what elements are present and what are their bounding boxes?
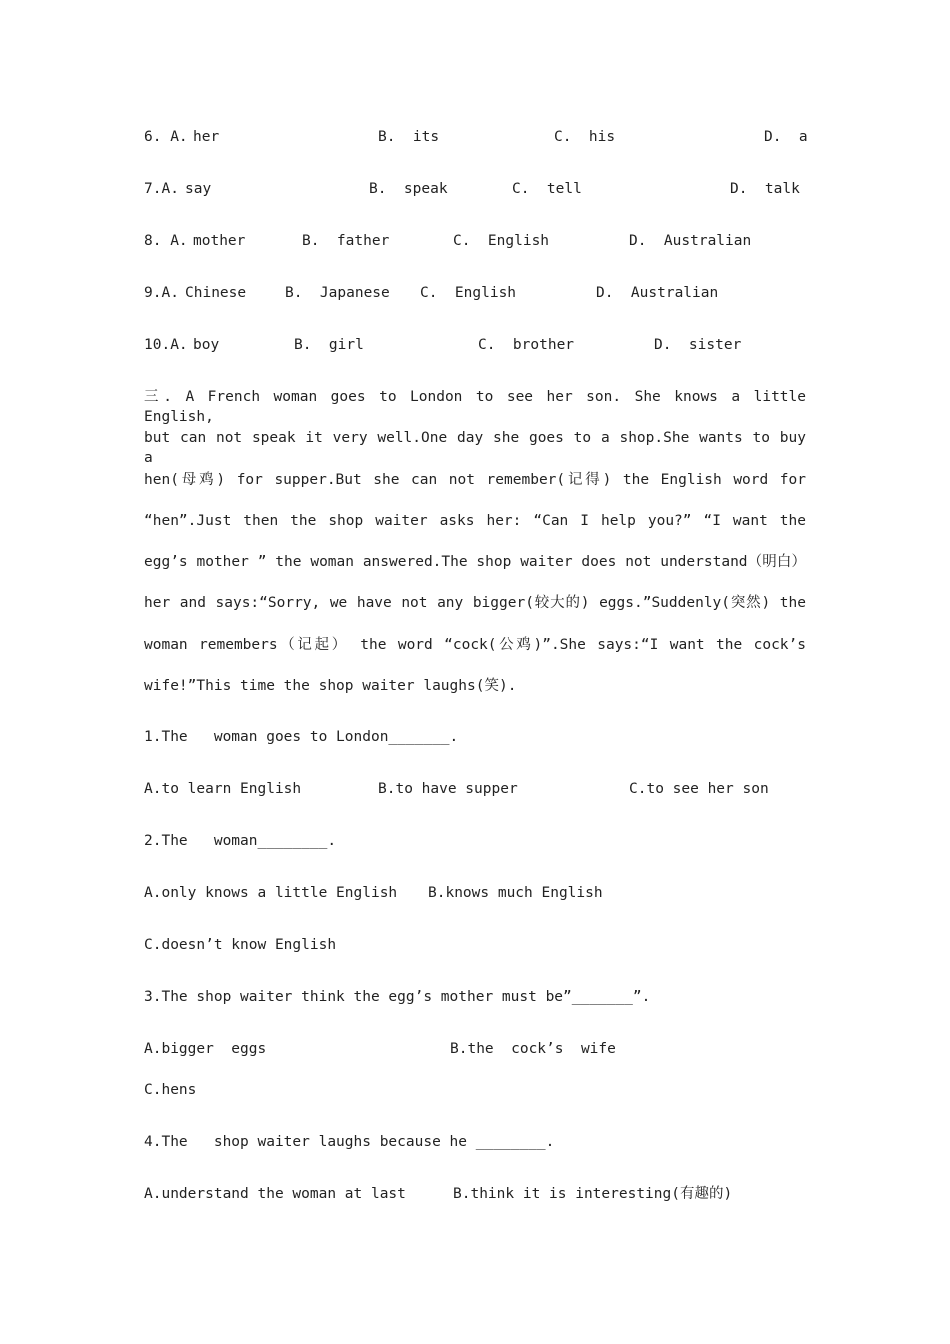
passage-line: hen(母鸡) for supper.But she can not remember(记得) the English word for — [144, 471, 806, 488]
question-2-option-c: C.doesn’t know English — [144, 937, 337, 953]
passage-line: woman remembers（记起） the word “cock(公鸡)”.She says:“I want the cock’s — [144, 636, 806, 653]
option-c: C. his — [554, 129, 616, 145]
option-b: B. Japanese — [285, 285, 390, 301]
passage-line: her and says:“Sorry, we have not any bigger(较大的) eggs.”Suddenly(突然) the — [144, 595, 806, 612]
option-c: C. brother — [478, 337, 575, 353]
option-number: 10.A. — [144, 337, 188, 353]
option-b: B. speak — [369, 181, 448, 197]
option-a: boy — [193, 337, 220, 353]
option-d: D. Australian — [629, 233, 752, 249]
question-4: 4.The shop waiter laughs because he ________. — [144, 1134, 555, 1150]
option-number: 9.A. — [144, 285, 179, 301]
option-b: B. girl — [294, 337, 364, 353]
question-4-options — [144, 1184, 733, 1244]
option-d: D. talk — [730, 181, 800, 197]
option-number: 7.A. — [144, 181, 179, 197]
reading-passage — [144, 387, 806, 717]
option-b: B. its — [378, 129, 440, 145]
question-3-option-c: C.hens — [144, 1082, 197, 1098]
option-b: B.to have supper — [378, 781, 518, 797]
option-a: mother — [193, 233, 246, 249]
option-a: her — [193, 129, 220, 145]
option-a: Chinese — [185, 285, 247, 301]
question-3: 3.The shop waiter think the egg’s mother must be”_______”. — [144, 989, 651, 1005]
option-a: say — [185, 181, 212, 197]
option-d: D. sister — [654, 337, 742, 353]
option-b: B.think it is interesting(有趣的) — [453, 1186, 733, 1202]
option-b: B. father — [302, 233, 390, 249]
option-d: D. Australian — [596, 285, 719, 301]
option-number: 6. A. — [144, 129, 188, 145]
option-c: C. English — [420, 285, 517, 301]
option-c: C. English — [453, 233, 550, 249]
option-b: B.the cock’s wife — [450, 1041, 616, 1057]
option-a: A.understand the woman at last — [144, 1186, 406, 1202]
option-a: A.only knows a little English — [144, 885, 398, 901]
option-c: C. tell — [512, 181, 582, 197]
passage-line: “hen”.Just then the shop waiter asks her: “Can I help you?” “I want the — [144, 512, 806, 529]
question-2-options — [144, 883, 603, 943]
option-b: B.knows much English — [428, 885, 603, 901]
passage-line: but can not speak it very well.One day she goes to a shop.She wants to buy a — [144, 430, 806, 467]
option-number: 8. A. — [144, 233, 188, 249]
passage-line: egg’s mother ” the woman answered.The shop waiter does not understand（明白） — [144, 554, 806, 571]
option-c: C.to see her son — [629, 781, 769, 797]
question-2: 2.The woman________. — [144, 833, 337, 849]
option-a: A.bigger eggs — [144, 1041, 267, 1057]
option-a: A.to learn English — [144, 781, 302, 797]
option-d: D. a — [764, 129, 808, 145]
question-1: 1.The woman goes to London_______. — [144, 729, 459, 745]
passage-line: 三. A French woman goes to London to see her son. She knows a little English, — [144, 389, 806, 425]
passage-line: wife!”This time the shop waiter laughs(笑). — [144, 678, 517, 695]
